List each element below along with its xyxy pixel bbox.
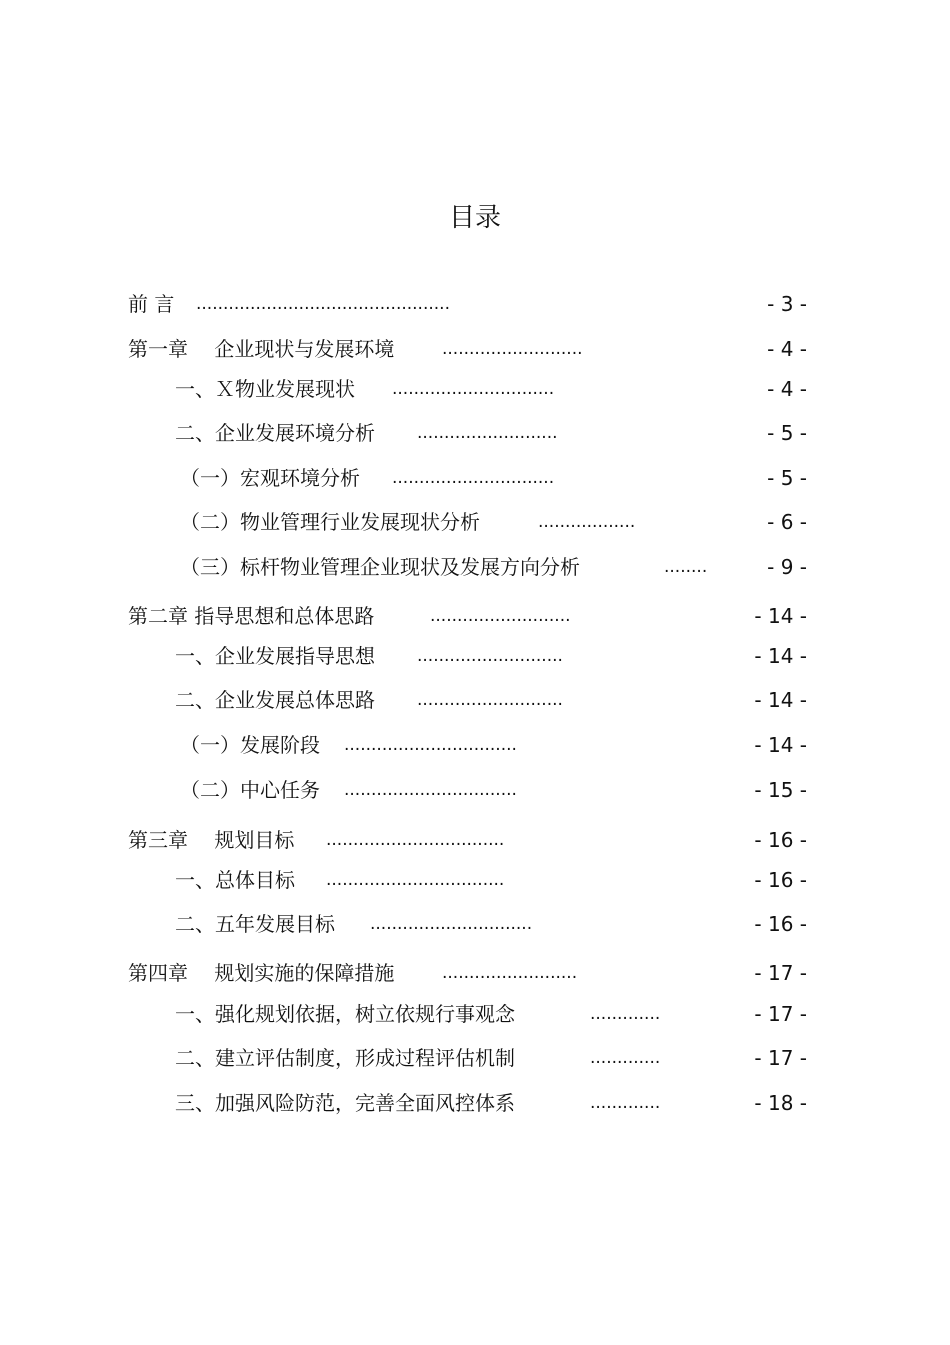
- toc-entry[interactable]: [0, 601, 950, 631]
- toc-entry[interactable]: [0, 1088, 950, 1118]
- toc-entry[interactable]: [0, 334, 950, 364]
- toc-entry-leader: ........: [664, 557, 708, 577]
- toc-entry-page: - 5 -: [767, 466, 807, 490]
- toc-entry-label: 第一章 企业现状与发展环境: [128, 337, 395, 361]
- toc-entry-leader: .............: [590, 1048, 661, 1068]
- toc-entry-page: - 14 -: [754, 733, 807, 757]
- toc-entry-page: - 14 -: [754, 688, 807, 712]
- toc-entry-leader: ..............................: [370, 914, 533, 934]
- toc-entry-leader: ..........................: [442, 339, 583, 359]
- toc-entry-label: 二、企业发展总体思路: [175, 688, 375, 712]
- toc-entry[interactable]: [0, 775, 950, 805]
- toc-entry-label: 一、强化规划依据，树立依规行事观念: [175, 1002, 515, 1026]
- toc-entry-label: （三）标杆物业管理企业现状及发展方向分析: [180, 555, 580, 579]
- toc-entry[interactable]: [0, 825, 950, 855]
- toc-entry-page: - 4 -: [767, 377, 807, 401]
- toc-entry-page: - 9 -: [767, 555, 807, 579]
- toc-entry-page: - 5 -: [767, 421, 807, 445]
- toc-entry-leader: ...............................................: [196, 294, 450, 314]
- toc-entry-page: - 3 -: [767, 292, 807, 316]
- toc-entry[interactable]: [0, 958, 950, 988]
- toc-entry[interactable]: [0, 685, 950, 715]
- toc-entry-page: - 16 -: [754, 868, 807, 892]
- toc-entry-page: - 6 -: [767, 510, 807, 534]
- toc-entry-leader: ..........................: [430, 606, 571, 626]
- toc-entry-label: 二、企业发展环境分析: [175, 421, 375, 445]
- toc-entry-leader: .................................: [326, 830, 505, 850]
- toc-entry-page: - 14 -: [754, 644, 807, 668]
- toc-entry-label: 一、Ｘ物业发展现状: [175, 377, 355, 401]
- toc-entry[interactable]: [0, 289, 950, 319]
- toc-entry-label: 二、五年发展目标: [175, 912, 335, 936]
- toc-entry-leader: ................................: [344, 780, 517, 800]
- toc-entry[interactable]: [0, 641, 950, 671]
- toc-entry-label: 前 言: [128, 292, 175, 316]
- toc-entry-label: 第四章 规划实施的保障措施: [128, 961, 395, 985]
- toc-entry[interactable]: [0, 730, 950, 760]
- toc-entry[interactable]: [0, 999, 950, 1029]
- toc-entry-page: - 15 -: [754, 778, 807, 802]
- toc-entry-leader: ..................: [538, 512, 636, 532]
- toc-entry-leader: ..............................: [392, 468, 555, 488]
- toc-entry-label: （二）物业管理行业发展现状分析: [180, 510, 480, 534]
- toc-entry-page: - 14 -: [754, 604, 807, 628]
- toc-title: 目录: [448, 203, 501, 233]
- toc-entry[interactable]: [0, 1043, 950, 1073]
- toc-entry-leader: ..........................: [417, 423, 558, 443]
- toc-entry-label: 第三章 规划目标: [128, 828, 295, 852]
- toc-entry-leader: .........................: [442, 963, 578, 983]
- toc-entry-page: - 16 -: [754, 912, 807, 936]
- toc-entry-leader: ..............................: [392, 379, 555, 399]
- toc-entry-page: - 18 -: [754, 1091, 807, 1115]
- toc-entry-label: （一）宏观环境分析: [180, 466, 360, 490]
- toc-entry-page: - 17 -: [754, 961, 807, 985]
- toc-entry-leader: ...........................: [417, 690, 563, 710]
- toc-entry[interactable]: [0, 463, 950, 493]
- toc-entry-leader: ................................: [344, 735, 517, 755]
- toc-entry[interactable]: [0, 909, 950, 939]
- toc-entry-page: - 4 -: [767, 337, 807, 361]
- toc-entry-page: - 16 -: [754, 828, 807, 852]
- toc-entry-page: - 17 -: [754, 1046, 807, 1070]
- toc-entry-leader: .............: [590, 1093, 661, 1113]
- toc-entry-leader: ...........................: [417, 646, 563, 666]
- toc-entry[interactable]: [0, 507, 950, 537]
- toc-entry[interactable]: [0, 552, 950, 582]
- toc-entry[interactable]: [0, 374, 950, 404]
- toc-entry-label: 第二章 指导思想和总体思路: [128, 604, 375, 628]
- toc-entry-label: 一、企业发展指导思想: [175, 644, 375, 668]
- toc-entry-page: - 17 -: [754, 1002, 807, 1026]
- toc-entry-label: （二）中心任务: [180, 778, 320, 802]
- toc-entry-label: （一）发展阶段: [180, 733, 320, 757]
- toc-entry[interactable]: [0, 418, 950, 448]
- toc-entry-leader: .............: [590, 1004, 661, 1024]
- toc-entry-label: 一、总体目标: [175, 868, 295, 892]
- toc-entry-label: 二、建立评估制度，形成过程评估机制: [175, 1046, 515, 1070]
- toc-entry-label: 三、加强风险防范，完善全面风控体系: [175, 1091, 515, 1115]
- toc-entry-leader: .................................: [326, 870, 505, 890]
- toc-entry[interactable]: [0, 865, 950, 895]
